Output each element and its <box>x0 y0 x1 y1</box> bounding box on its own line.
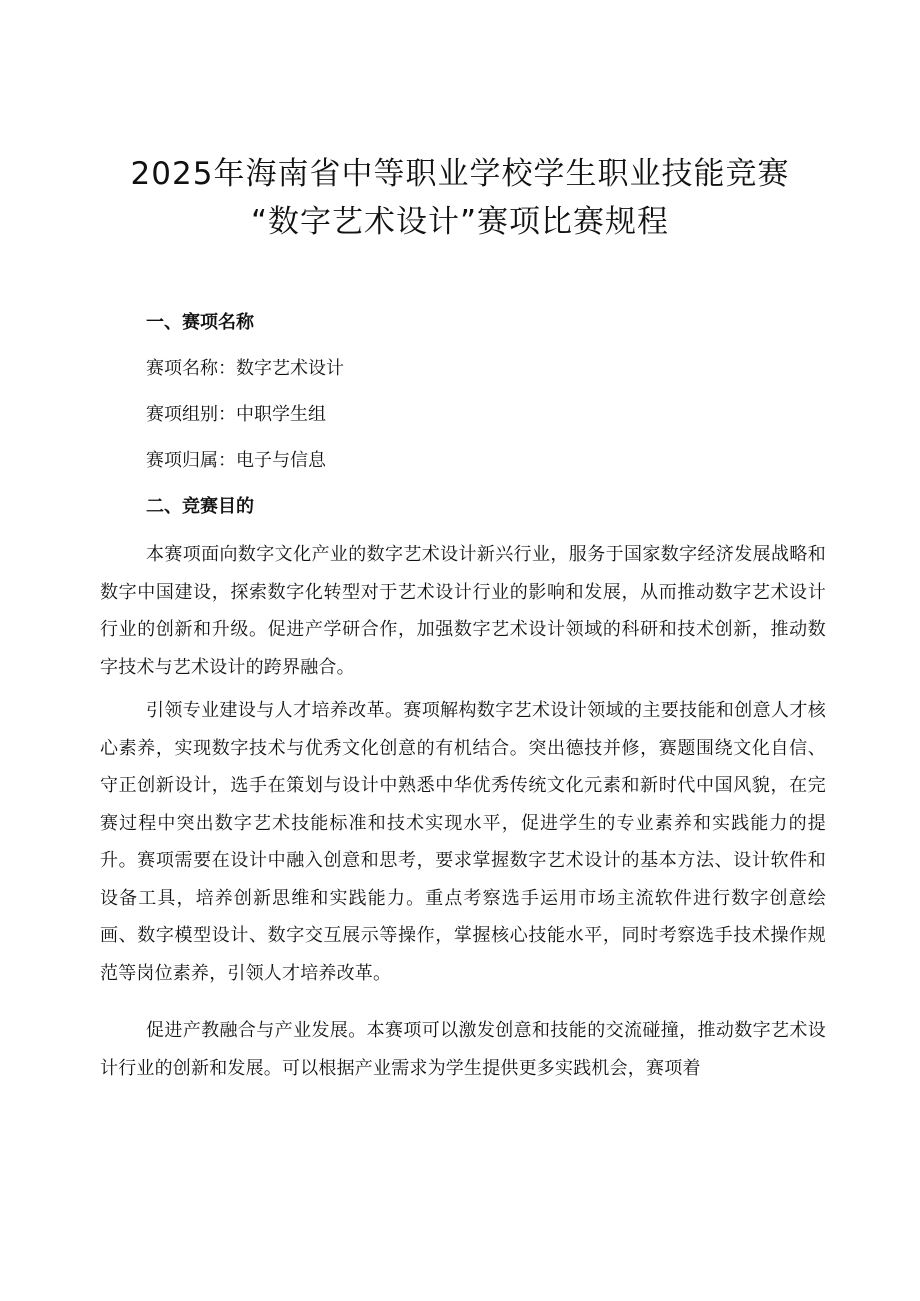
paragraph: 本赛项面向数字文化产业的数字艺术设计新兴行业，服务于国家数字经济发展战略和数字中国建设，探索数字化转型对于艺术设计行业的影响和发展，从而推动数字艺术设计行业的创新和升级。促进产学研合作，加强数字艺术设计领域的科研和技术创新，推动数字技术与艺术设计的跨界融合。 <box>100 544 826 678</box>
field-value: 数字艺术设计 <box>236 358 344 379</box>
section-heading-1: 一、赛项名称 <box>146 312 254 333</box>
field-value: 电子与信息 <box>236 450 326 471</box>
field-event-group <box>100 400 826 430</box>
document-title <box>0 150 920 246</box>
field-label: 赛项组别： <box>146 404 236 425</box>
title-line-1: 2025年海南省中等职业学校学生职业技能竞赛 <box>130 156 790 192</box>
title-line-2: “数字艺术设计”赛项比赛规程 <box>250 204 670 240</box>
section-heading-2: 二、竞赛目的 <box>146 496 254 517</box>
field-event-category <box>100 446 826 476</box>
field-value: 中职学生组 <box>236 404 326 425</box>
paragraph: 促进产教融合与产业发展。本赛项可以激发创意和技能的交流碰撞，推动数字艺术设计行业的创新和发展。可以根据产业需求为学生提供更多实践机会，赛项着 <box>100 1020 826 1079</box>
field-label: 赛项名称： <box>146 358 236 379</box>
document-body <box>100 308 826 1087</box>
field-label: 赛项归属： <box>146 450 236 471</box>
field-event-name <box>100 354 826 384</box>
paragraph: 引领专业建设与人才培养改革。赛项解构数字艺术设计领域的主要技能和创意人才核心素养，实现数字技术与优秀文化创意的有机结合。突出德技并修，赛题围绕文化自信、守正创新设计，选手在策划与设计中熟悉中华优秀传统文化元素和新时代中国风貌，在完赛过程中突出数字艺术技能标准和技术实现水平，促进学生的专业素养和实践能力的提升。赛项需要在设计中融入创意和思考，要求掌握数字艺术设计的基本方法、设计软件和设备工具，培养创新思维和实践能力。重点考察选手运用市场主流软件进行数字创意绘画、数字模型设计、数字交互展示等操作，掌握核心技能水平，同时考察选手技术操作规范等岗位素养，引领人才培养改革。 <box>100 700 826 984</box>
